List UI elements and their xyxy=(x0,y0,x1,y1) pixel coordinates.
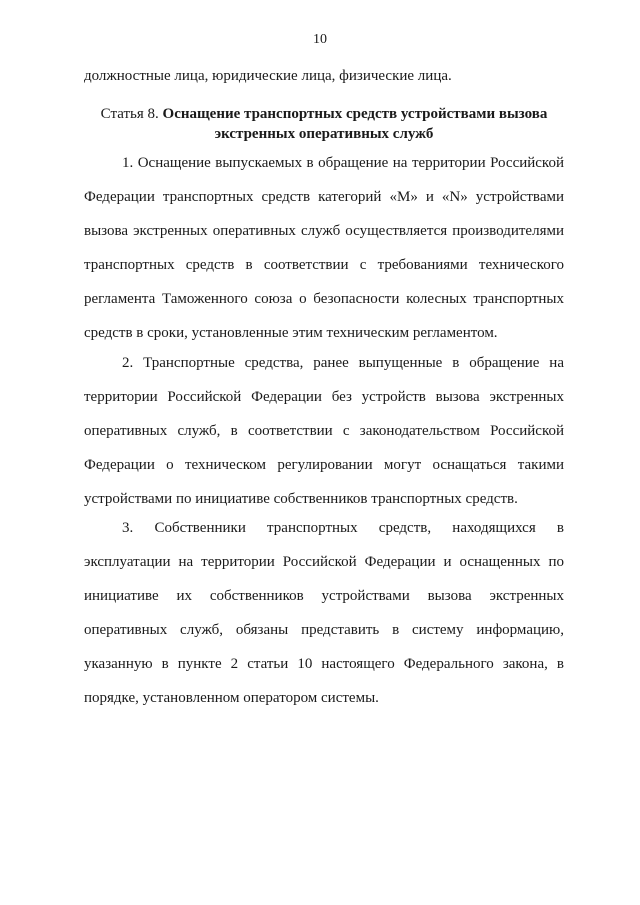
article-heading xyxy=(84,104,564,144)
page-number: 10 xyxy=(313,32,327,47)
paragraph-1: 1. Оснащение выпускаемых в обращение на территории Российской Федерации транспортных средств категорий «M» и «N» устройствами вызова экстренных оперативных служб осуществляется производителями транспортных средств в соответствии с требованиями технического регламента Таможенного союза о безопасности колесных транспортных средств в сроки, установленные этим техническим регламентом. xyxy=(84,155,564,341)
continuation-text: должностные лица, юридические лица, физические лица. xyxy=(84,68,452,84)
paragraph-2: 2. Транспортные средства, ранее выпущенные в обращение на территории Российской Федерации без устройств вызова экстренных оперативных служб, в соответствии с законодательством Российской Федерации о техническом регулировании могут оснащаться такими устройствами по инициативе собственников транспортных средств. xyxy=(84,355,564,507)
article-title: Оснащение транспортных средств устройствами вызова экстренных оперативных служб xyxy=(162,106,548,142)
article-prefix: Статья 8. xyxy=(100,106,163,122)
paragraph-3: 3. Собственники транспортных средств, находящихся в эксплуатации на территории Российской Федерации и оснащенных по инициативе их собственников устройствами вызова экстренных оперативных служб, обязаны представить в систему информацию, указанную в пункте 2 статьи 10 настоящего Федерального закона, в порядке, установленном оператором системы. xyxy=(84,520,564,706)
